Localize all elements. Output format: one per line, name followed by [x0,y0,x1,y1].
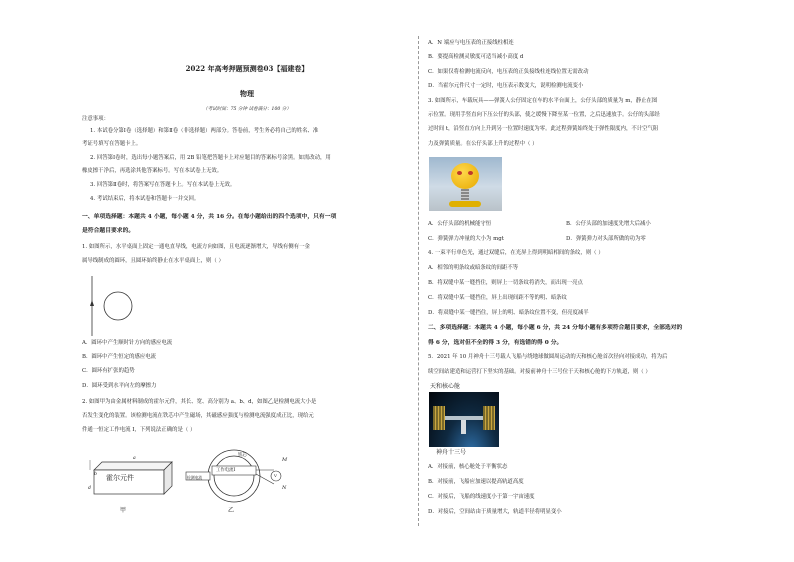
heart-eye-icon [457,171,462,175]
q3-option: A．公仔头部的机械能守恒 [428,221,492,227]
solar-panel [483,406,495,430]
q3-stem: 示位置。现用手竖直向下压公仔的头部，使之缓慢下降至某一位置，之后迅速放手。公仔的头部经 [428,112,660,118]
n-label: N [282,485,287,491]
spacecraft [461,420,466,434]
section1-heading: 一、单项选择题：本题共 4 小题，每小题 4 分，共 16 分。在每小题给出的四个选项中，只有一项 [82,214,337,220]
notice-line: 1. 本试卷分第Ⅰ卷（选择题）和第Ⅱ卷（非选择题）两部分。答卷前，考生务必将自己的姓名、准 [90,128,319,134]
fig-b-caption: 乙 [228,507,235,514]
q1-option: B．圆环中产生恒定的感应电流 [82,354,157,360]
q1-option: D．圆环受到水平向左的摩擦力 [82,383,157,389]
column-divider [418,36,419,526]
section1-heading: 是符合题目要求的。 [82,228,135,234]
q3-stem: 过时间 t，沿竖直方向上升到另一位置时速度为零。此过程弹簧始终处于弹性限度内，不计空气阻 [428,126,659,132]
current-label: 工作电流I [216,468,236,473]
exam-title: 2022 年高考押题预测卷03【福建卷】 [185,64,309,73]
q2-option: D．当霍尔元件尺寸一定时，电压表示数变大，说明检测电流变小 [428,83,584,89]
q1-option: A．圆环中产生顺时针方向的感应电流 [82,340,173,346]
q1-figure [82,272,182,342]
dim-a-label: a [133,456,136,461]
q4-option: A．相邻的明条纹或暗条纹的间距不等 [428,265,519,271]
detect-label: 检测电流 [187,475,203,480]
section2-heading: 得 6 分，选对但不全的得 3 分，有选错的得 0 分。 [428,340,563,346]
q4-stem: 4. 一束平行单色光，通过双缝后，在光屏上得到明暗相间的条纹，则（ ） [428,250,604,256]
notice-line: 4. 考试结束后，将本试卷和答题卡一并交回。 [90,196,200,202]
q4-option: B．将双缝中某一缝挡住，则屏上一切条纹将消失，而出现一亮点 [428,280,583,286]
q2-option: C．如果仅将检测电流反向，电压表的正负接线柱连线位置无需改动 [428,69,589,75]
notice-heading: 注意事项： [82,116,109,122]
core-module-label: 天和核心舱 [430,383,461,390]
toy-head [451,163,479,189]
q3-option: D．弹簧弹力对头部所做的功为零 [566,236,646,242]
q3-option: C．弹簧弹力冲量的大小为 mgt [428,236,504,242]
q5-option: B．对接前，飞船应加速以提高轨道高度 [428,479,524,485]
q2-option: A．N 端应与电压表的正接线柱相连 [428,40,514,46]
q2-stem: 件通一恒定工作电流 I，下列说法正确的是（ ） [82,427,196,433]
notice-line: 橡皮擦干净后，再选涂其他答案标号。写在本试卷上无效。 [82,168,223,174]
iron-core [208,450,260,502]
solar-panel [433,406,445,430]
q1-stem: 属导线制成的圆环，且圆环始终静止在水平桌面上，则（ ） [82,258,224,264]
spacecraft-label: 神舟十三号 [436,449,467,456]
m-label: M [282,457,288,463]
q5-stem: 续空间站建造和运营打下坚实的基础。对接前神舟十三号位于天和核心舱的下方轨道，则（ ） [428,369,651,375]
heart-eye-icon [468,171,473,175]
fig-a-caption: 甲 [120,507,127,514]
q5-stem: 5．2021 年 10 月神舟十三号载人飞船与绕地球做圆周运动的天和核心舱首次径向对接成功，将为后 [428,354,668,360]
space-station-photo [429,392,499,447]
q2-stem: 否发生变化的装置。该检测电流在铁芯中产生磁场，其磁感应强度与检测电流强度成正比，现给元 [82,413,314,419]
section2-heading: 二、多项选择题：本题共 4 小题，每小题 6 分，共 24 分每小题有多项符合题目要求，全部选对的 [428,325,683,331]
notice-line: 2. 回答第Ⅰ卷时，选出每小题答案后，用 2B 铅笔把答题卡上对应题目的答案标号涂黑。如需改动，用 [90,155,331,161]
core-label: 铁芯 [238,453,247,458]
subject-title: 物理 [240,89,254,98]
toy-photo [429,157,502,211]
q1-option: C．圆环有扩张的趋势 [82,368,135,374]
q3-option: B．公仔头部的加速度先增大后减小 [566,221,651,227]
dim-d-label: d [88,486,91,491]
q4-option: C．将双缝中某一缝挡住，屏上出现间距不等的明、暗条纹 [428,295,567,301]
q2-option: B．要提高检测灵敏度可适当减小高度 d [428,54,524,60]
q2-stem: 2. 如图甲为由金属材料制成的霍尔元件，其长、宽、高分别为 a、b、d，如图乙是检测电流大小是 [82,399,317,405]
q4-option: D．将双缝中某一缝挡住，屏上的明、暗条纹位置不变，但亮度减半 [428,310,589,316]
metal-ring [104,292,132,320]
notice-line: 3. 回答第Ⅱ卷时，将答案写在答题卡上。写在本试卷上无效。 [90,182,236,188]
current-arrow-icon [90,300,94,306]
q1-stem: 1. 如图所示，水平桌面上固定一通电直导线，电流方向如图，且电流逐渐增大，导线有侧有一金 [82,244,310,250]
q3-stem: 力及弹簧质量。在公仔头部上升的过程中（ ） [428,141,538,147]
notice-line: 考证号填写在答题卡上。 [82,141,142,147]
q5-option: A．对接前，核心舱处于平衡状态 [428,464,508,470]
v-label: V [274,473,277,478]
q3-stem: 3. 如图所示，车载玩具——弹簧人公仔固定在车的水平台面上，公仔头部的质量为 m，静止在图 [428,98,658,104]
exam-info: （考试时间：75 分钟 试卷满分：100 分） [203,107,291,112]
q5-option: C．对接后，飞船的线速度小于第一宇宙速度 [428,494,535,500]
hall-element-label: 霍尔元件 [106,474,134,482]
toy-base [449,201,481,207]
dim-b-label: b [94,472,97,477]
spring [461,189,469,201]
q5-option: D．对接后，空间站由于质量增大，轨道半径将明显变小 [428,509,562,515]
